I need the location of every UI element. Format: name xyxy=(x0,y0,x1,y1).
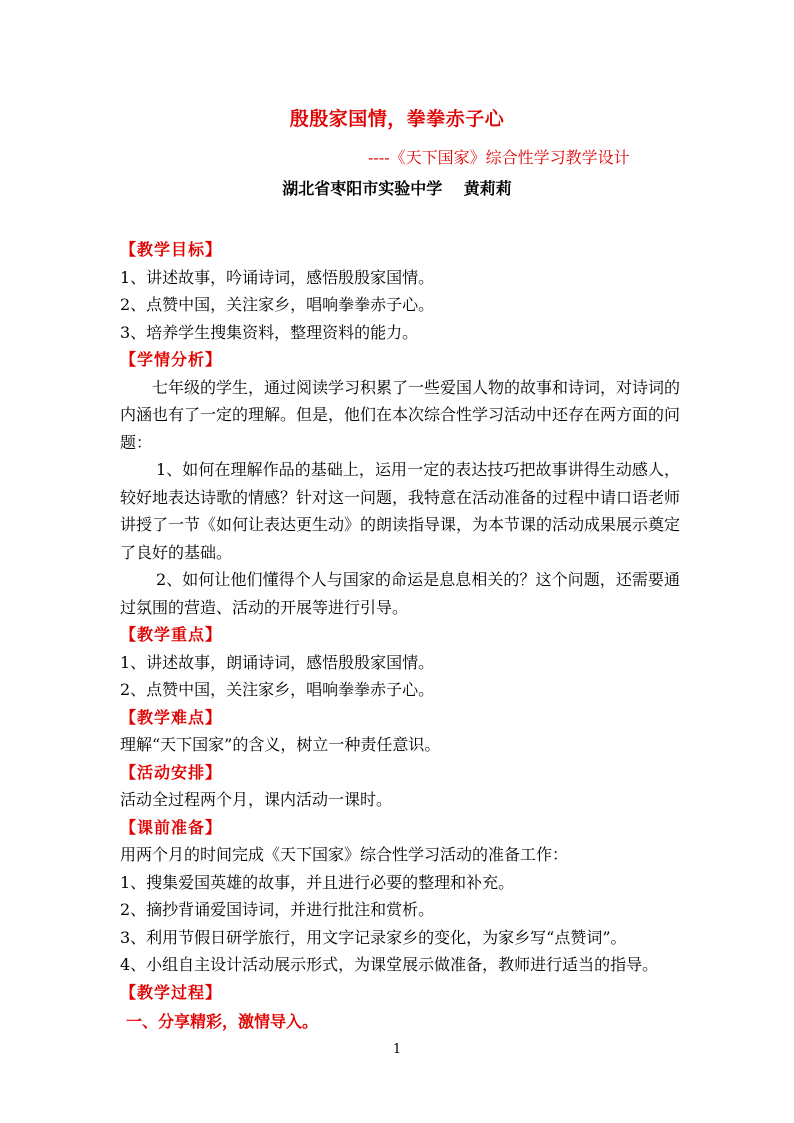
paragraph: 2、如何让他们懂得个人与国家的命运是息息相关的？这个问题，还需要通过氛围的营造、活动的开展等进行引导。 xyxy=(120,570,680,617)
document-body xyxy=(120,236,680,1036)
section-heading-process: 【教学过程】 xyxy=(120,982,223,1002)
list-item: 1、讲述故事，朗诵诗词，感悟殷殷家国情。 xyxy=(120,652,435,672)
author-name: 黄莉莉 xyxy=(463,179,512,198)
list-item: 1、讲述故事，吟诵诗词，感悟殷殷家国情。 xyxy=(120,267,435,287)
list-item: 1、搜集爱国英雄的故事，并且进行必要的整理和补充。 xyxy=(120,872,515,892)
paragraph: 理解“天下国家”的含义，树立一种责任意识。 xyxy=(120,735,441,754)
list-item: 2、摘抄背诵爱国诗词，并进行批注和赏析。 xyxy=(120,900,435,919)
process-step-heading: 一、分享精彩，激情导入。 xyxy=(126,1012,319,1031)
section-heading-difficulty: 【教学难点】 xyxy=(120,707,223,727)
paragraph: 七年级的学生，通过阅读学习积累了一些爱国人物的故事和诗词，对诗词的内涵也有了一定的理解。但是，他们在本次综合性学习活动中还存在两方面的问题： xyxy=(120,377,681,452)
paragraph: 1、如何在理解作品的基础上，运用一定的表达技巧把故事讲得生动感人，较好地表达诗歌的情感？针对这一问题，我特意在活动准备的过程中请口语老师讲授了一节《如何让表达更生动》的朗读指导课，为本节课的活动成果展示奠定了良好的基础。 xyxy=(120,460,681,562)
page-number: 1 xyxy=(392,1042,402,1057)
section-heading-arrangement: 【活动安排】 xyxy=(120,762,223,782)
section-heading-keypoints: 【教学重点】 xyxy=(120,625,223,644)
list-item: 2、点赞中国，关注家乡，唱响拳拳赤子心。 xyxy=(120,295,435,314)
author-line xyxy=(0,176,794,199)
list-item: 2、点赞中国，关注家乡，唱响拳拳赤子心。 xyxy=(120,680,435,699)
paragraph: 活动全过程两个月，课内活动一课时。 xyxy=(120,790,393,809)
section-heading-preparation: 【课前准备】 xyxy=(120,817,223,837)
document-subtitle: ----《天下国家》综合性学习教学设计 xyxy=(368,148,630,167)
list-item: 3、培养学生搜集资料，整理资料的能力。 xyxy=(120,322,419,342)
section-heading-analysis: 【学情分析】 xyxy=(120,350,223,369)
school-name: 湖北省枣阳市实验中学 xyxy=(282,179,443,198)
list-item: 4、小组自主设计活动展示形式，为课堂展示做准备，教师进行适当的指导。 xyxy=(120,955,659,974)
document-title: 殷殷家国情，拳拳赤子心 xyxy=(289,108,505,130)
section-heading-goals: 【教学目标】 xyxy=(120,240,223,259)
paragraph: 用两个月的时间完成《天下国家》综合性学习活动的准备工作： xyxy=(120,845,569,864)
list-item: 3、利用节假日研学旅行，用文字记录家乡的变化，为家乡写“点赞词”。 xyxy=(120,927,627,947)
